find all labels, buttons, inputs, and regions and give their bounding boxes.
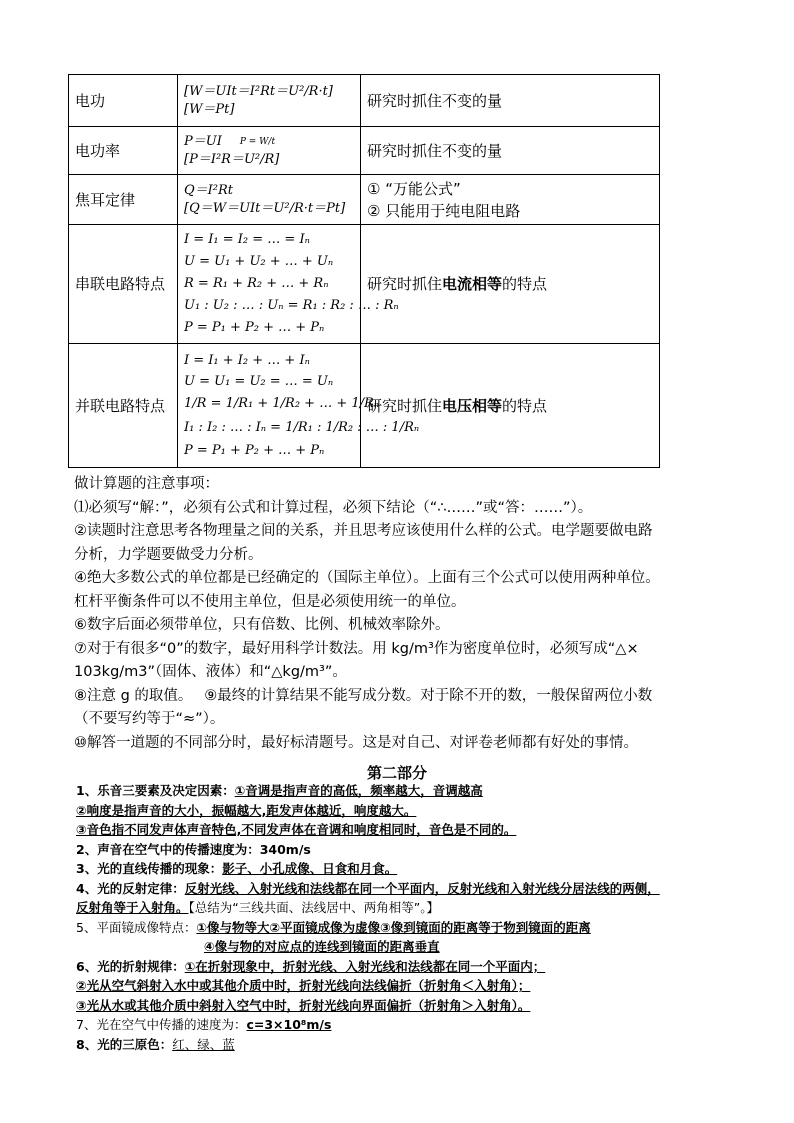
formula-cell: [178, 175, 361, 225]
table-row: [69, 75, 660, 127]
formula-cell: [178, 75, 361, 127]
item-text: 反射光线、入射光线和法线都在同一个平面内，反射光线和入射光线分居法线的两侧，: [184, 880, 660, 896]
list-item: [76, 1015, 736, 1035]
list-item: [76, 840, 736, 860]
item-label: 6、光的折射规律：: [76, 958, 185, 974]
item-text: ④像与物的对应点的连线到镜面的距离垂直: [204, 939, 440, 954]
row-name: 电功: [69, 75, 178, 127]
item-text: ②响度是指声音的大小，振幅越大,距发声体越近，响度越大。: [76, 802, 417, 818]
list-item: [76, 781, 736, 801]
list-item: [76, 937, 736, 957]
note-cell: 研究时抓住不变的量: [361, 127, 660, 175]
formula-line: I = I₁ = I₂ = … = Iₙ: [184, 232, 310, 247]
section-title: 第二部分: [366, 764, 427, 782]
formula-line: [Q＝W＝UIt＝U²/R·t＝Pt]: [184, 200, 346, 216]
formula-line: I₁ : I₂ : … : Iₙ = 1/R₁ : 1/R₂ : … : 1/Rₙ: [184, 419, 420, 435]
item-text: 【总结为“三线共面、法线居中、两角相等”。】: [188, 900, 439, 915]
table-row: [69, 175, 660, 225]
note-text: 研究时抓住: [367, 275, 443, 293]
item-label: 2、声音在空气中的传播速度为：: [76, 841, 260, 857]
note-item: ②读题时注意思考各物理量之间的关系，并且思考应该使用什么样的公式。电学题要做电路: [74, 523, 653, 539]
note-line: ① “万能公式”: [367, 179, 461, 198]
formula-line: U = U₁ + U₂ + … + Uₙ: [184, 254, 334, 269]
formula-line: R = R₁ + R₂ + … + Rₙ: [184, 276, 329, 291]
row-name: 焦耳定律: [69, 175, 178, 225]
note-highlight: 电压相等: [442, 396, 503, 415]
note-cell: 研究时抓住不变的量: [361, 75, 660, 127]
item-label: 8、光的三原色：: [76, 1036, 173, 1052]
item-text: c=3×10⁸m/s: [246, 1017, 332, 1032]
formula-line: U = U₁ = U₂ = … = Uₙ: [184, 373, 334, 389]
item-text: ①像与物等大②平面镜成像为虚像③像到镜面的距离等于物到镜面的距离: [196, 919, 591, 935]
list-item: [76, 976, 736, 996]
formula-line: I = I₁ + I₂ + … + Iₙ: [184, 352, 310, 368]
item-text: 340m/s: [259, 841, 311, 857]
note-item: 103kg/m3”（固体、液体）和“△kg/m³”。: [74, 664, 347, 680]
item-text: ③音色指不同发声体声音特色,不同发声体在音调和响度相同时，音色是不同的。: [76, 822, 517, 837]
formula-line: P = P₁ + P₂ + … + Pₙ: [184, 320, 325, 335]
list-item: [76, 859, 736, 879]
note-text: 的特点: [502, 275, 548, 293]
item-label: 3、光的直线传播的现象：: [76, 861, 223, 876]
note-item: ⑴必须写“解：”，必须有公式和计算过程，必须下结论（“∴……”或“答：……”）。: [74, 499, 593, 516]
note-item: 分析，力学题要做受力分析。: [74, 546, 263, 563]
item-label: 1、乐音三要素及决定因素：: [76, 783, 235, 798]
note-item: ⑥数字后面必须带单位，只有倍数、比例、机械效率除外。: [74, 617, 450, 633]
note-item: 杠杆平衡条件可以不使用主单位，但是必须使用统一的单位。: [74, 593, 466, 610]
item-label: 4、光的反射定律：: [76, 880, 185, 896]
formula-line: Q＝I²Rt: [184, 182, 234, 198]
list-item: [76, 820, 736, 840]
row-name: 电功率: [69, 127, 178, 175]
table-row: [69, 225, 660, 344]
row-name: 串联电路特点: [69, 225, 178, 344]
formula-line: 1/R = 1/R₁ + 1/R₂ + … + 1/Rₙ: [184, 395, 380, 411]
note-item: （不要写约等于“≈”）。: [74, 711, 225, 727]
calc-notes: [74, 473, 734, 755]
formula-line: [W＝Pt]: [184, 101, 235, 117]
item-text: 红、绿、蓝: [172, 1036, 235, 1052]
list-item: [76, 879, 736, 899]
formula-text: P＝UI: [184, 133, 222, 149]
list-item: [76, 996, 736, 1016]
note-item: ④绝大多数公式的单位都是已经确定的（国际主单位）。上面有三个公式可以使用两种单位。: [74, 570, 660, 586]
formula-table: [68, 74, 660, 468]
formula-line: [W＝UIt＝I²Rt＝U²/R·t]: [184, 83, 333, 99]
list-item: [76, 801, 736, 821]
item-label: 7、光在空气中传播的速度为：: [76, 1017, 247, 1032]
row-name: 并联电路特点: [69, 344, 178, 468]
formula-cell: [178, 127, 361, 175]
part2-list: [76, 781, 736, 1054]
table-row: [69, 127, 660, 175]
note-cell: [361, 344, 660, 468]
notes-heading: 做计算题的注意事项：: [74, 476, 219, 492]
item-text: ②光从空气斜射入水中或其他介质中时，折射光线向法线偏折（折射角＜入射角）；: [76, 978, 531, 993]
formula-text: P = W/t: [239, 136, 276, 147]
formula-line: P = P₁ + P₂ + … + Pₙ: [184, 442, 325, 458]
list-item: [76, 1035, 736, 1055]
note-item: ⑧注意 g 的取值。 ⑨最终的计算结果不能写成分数。对于除不开的数，一般保留两位小数: [74, 687, 653, 704]
note-cell: [361, 175, 660, 225]
note-item: ⑦对于有很多“0”的数字，最好用科学计数法。用 kg/m³作为密度单位时，必须写成“△×: [74, 640, 639, 657]
table-row: [69, 344, 660, 468]
formula-line: [184, 133, 354, 151]
formula-cell: [178, 225, 399, 344]
formula-line: [P＝I²R＝U²/R]: [184, 151, 280, 167]
formula-line: U₁ : U₂ : … : Uₙ = R₁ : R₂ : … : Rₙ: [184, 298, 399, 313]
note-cell: [361, 225, 660, 344]
item-text: ①音调是指声音的高低，频率越大，音调越高: [234, 783, 483, 798]
note-highlight: 电流相等: [442, 275, 503, 293]
note-text: 的特点: [502, 396, 548, 415]
item-text: ①在折射现象中，折射光线、入射光线和法线都在同一个平面内；: [184, 958, 546, 974]
item-label: 5、平面镜成像特点：: [76, 919, 197, 935]
list-item: [76, 957, 736, 977]
list-item: [76, 918, 736, 938]
note-text: 研究时抓住: [367, 396, 443, 415]
note-line: ② 只能用于纯电阻电路: [367, 201, 521, 220]
note-item: ⑩解答一道题的不同部分时，最好标清题号。这是对自己、对评卷老师都有好处的事情。: [74, 734, 638, 751]
list-item: [76, 898, 736, 918]
item-text: 影子、小孔成像、日食和月食。: [222, 861, 398, 876]
item-text: 反射角等于入射角。: [76, 900, 189, 915]
item-text: ③光从水或其他介质中斜射入空气中时，折射光线向界面偏折（折射角＞入射角）。: [76, 997, 531, 1013]
